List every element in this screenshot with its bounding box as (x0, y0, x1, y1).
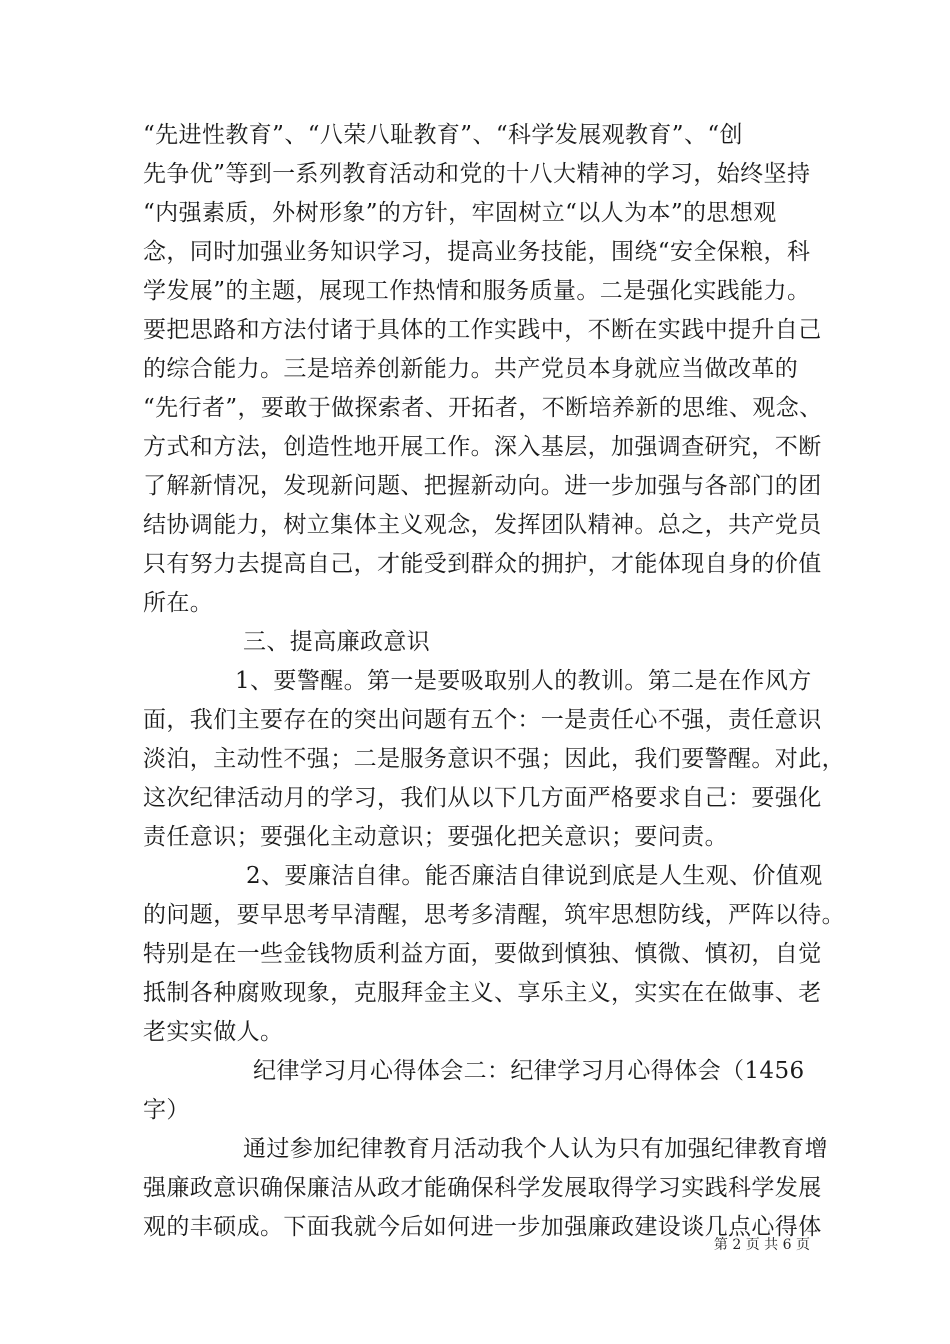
text-line: 2、要廉洁自律。能否廉洁自律说到底是人生观、价值观 (246, 863, 823, 889)
page-number: 第 2 页 共 6 页 (713, 1237, 810, 1253)
text-line: “内强素质，外树形象”的方针，牢固树立“以人为本”的思想观 (143, 200, 777, 226)
text-line: 的综合能力。三是培养创新能力。共产党员本身就应当做改革的 (143, 356, 799, 382)
text-line: 方式和方法，创造性地开展工作。深入基层，加强调查研究，不断 (143, 434, 822, 460)
text-line: 学发展”的主题，展现工作热情和服务质量。二是强化实践能力。 (143, 278, 811, 304)
text-line: 只有努力去提高自己，才能受到群众的拥护，才能体现自身的价值 (143, 551, 822, 577)
text-line: 这次纪律活动月的学习，我们从以下几方面严格要求自己：要强化 (143, 785, 822, 811)
text-line: 所在。 (143, 590, 214, 616)
text-line: 观的丰硕成。下面我就今后如何进一步加强廉政建设谈几点心得体 (143, 1214, 822, 1240)
text-line: “先进性教育”、“八荣八耻教育”、“科学发展观教育”、“创 (143, 122, 743, 148)
text-line: 先争优”等到一系列教育活动和党的十八大精神的学习，始终坚持 (143, 161, 811, 187)
text-line: “先行者”，要敢于做探索者、开拓者，不断培养新的思维、观念、 (143, 395, 823, 421)
text-line: 特别是在一些金钱物质利益方面，要做到慎独、慎微、慎初，自觉 (143, 941, 822, 967)
text-line: 的问题，要早思考早清醒，思考多清醒，筑牢思想防线，严阵以待。 (143, 902, 845, 928)
article-title: 纪律学习月心得体会二：纪律学习月心得体会（1456 (253, 1058, 805, 1084)
text-line: 结协调能力，树立集体主义观念，发挥团队精神。总之，共产党员 (143, 512, 822, 538)
text-line: 老实实做人。 (143, 1019, 284, 1045)
document-body (143, 116, 845, 1247)
text-line: 面，我们主要存在的突出问题有五个：一是责任心不强，责任意识 (143, 707, 822, 733)
text-line: 责任意识；要强化主动意识；要强化把关意识；要问责。 (143, 824, 728, 850)
text-line: 念，同时加强业务知识学习，提高业务技能，围绕“安全保粮，科 (143, 239, 811, 265)
text-line: 要把思路和方法付诸于具体的工作实践中，不断在实践中提升自己 (143, 317, 822, 343)
text-line: 淡泊，主动性不强；二是服务意识不强；因此，我们要警醒。对此， (143, 746, 845, 772)
text-line: 1、要警醒。第一是要吸取别人的教训。第二是在作风方 (235, 668, 812, 694)
article-title-continued: 字） (143, 1097, 190, 1123)
text-line: 强廉政意识确保廉洁从政才能确保科学发展取得学习实践科学发展 (143, 1175, 822, 1201)
text-line: 通过参加纪律教育月活动我个人认为只有加强纪律教育增 (243, 1136, 828, 1162)
text-line: 抵制各种腐败现象，克服拜金主义、享乐主义，实实在在做事、老 (143, 980, 822, 1006)
section-heading: 三、提高廉政意识 (243, 629, 431, 655)
text-line: 了解新情况，发现新问题、把握新动向。进一步加强与各部门的团 (143, 473, 822, 499)
